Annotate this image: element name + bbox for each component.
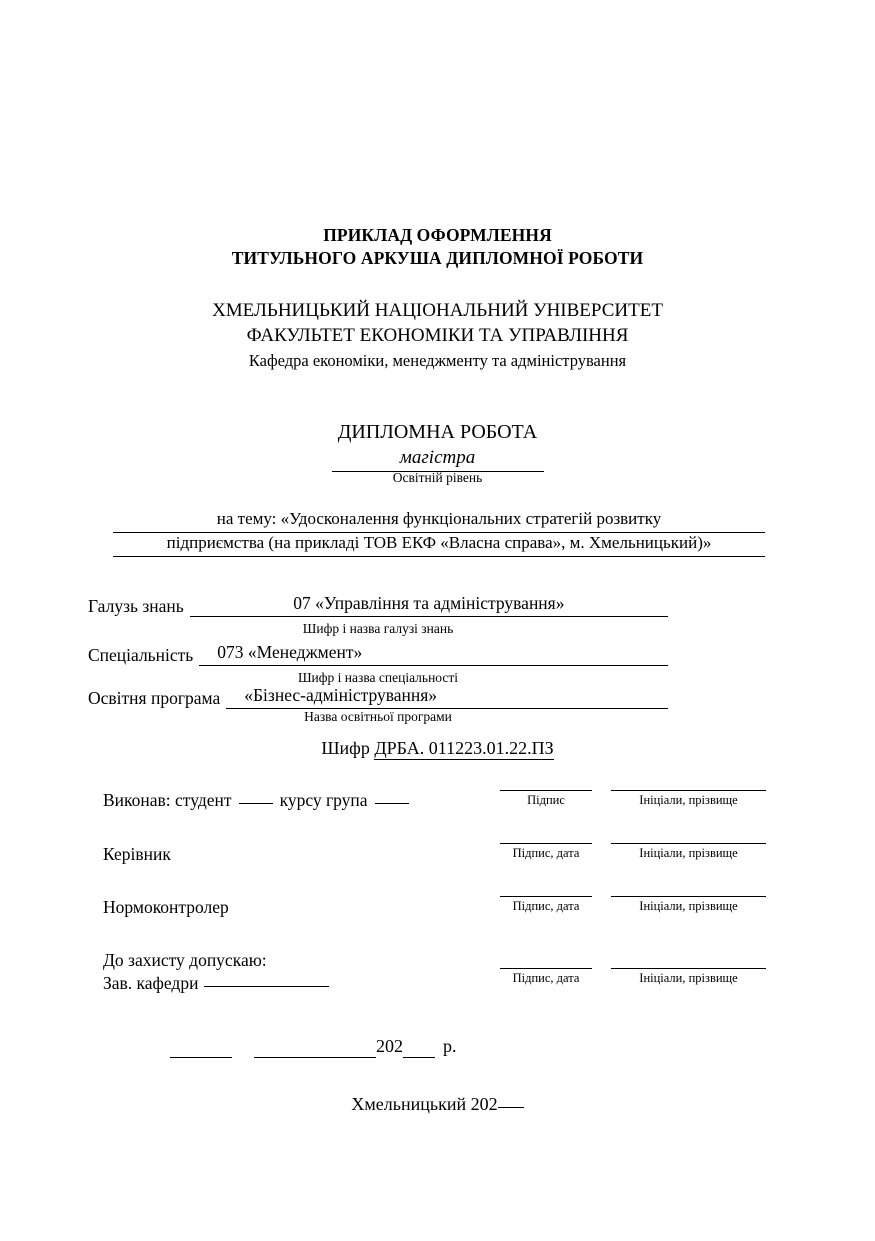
student-group-blank: [375, 803, 409, 804]
signature-slot-normcontroller-sign: [500, 896, 592, 914]
head-of-department-label: Зав. кафедри: [103, 973, 199, 993]
thesis-topic-line1: на тему: «Удосконалення функціональних стратегій розвитку: [113, 507, 765, 533]
degree-caption: Освітній рівень: [392, 470, 483, 485]
signature-caption: Ініціали, прізвище: [639, 846, 738, 860]
role-supervisor: Керівник: [103, 844, 171, 864]
admit-to-defense-text: До захисту допускаю:: [103, 950, 267, 970]
cipher-prefix: Шифр: [321, 738, 375, 758]
signature-caption: Ініціали, прізвище: [639, 793, 738, 807]
student-line-part1: Виконав: студент: [103, 790, 232, 810]
date-year-suffix: р.: [443, 1036, 457, 1056]
field-row-program: [88, 684, 668, 709]
signature-slot-student-sign: [500, 790, 592, 808]
faculty-name: ФАКУЛЬТЕТ ЕКОНОМІКИ ТА УПРАВЛІННЯ: [246, 325, 629, 346]
footer-year-blank: [498, 1107, 524, 1108]
footer-city-year: [0, 1093, 875, 1116]
field-caption-branch: Шифр і назва галузі знань: [302, 621, 454, 636]
field-caption-program: Назва освітньої програми: [304, 709, 452, 724]
signature-caption: Ініціали, прізвище: [639, 971, 738, 985]
degree-value: магістра: [332, 446, 544, 472]
cipher-code: ДРБА. 011223.01.22.ПЗ: [374, 738, 554, 758]
date-year-blank: [403, 1057, 435, 1058]
department-name: Кафедра економіки, менеджменту та адміністрування: [248, 351, 627, 370]
signature-slot-student-name: [611, 790, 766, 808]
date-day-blank: [170, 1040, 232, 1058]
head-of-department-line: [103, 972, 329, 995]
work-type-title: ДИПЛОМНА РОБОТА: [337, 421, 538, 443]
signature-slot-supervisor-name: [611, 843, 766, 861]
date-month-blank: [254, 1040, 376, 1058]
signature-caption: Ініціали, прізвище: [639, 899, 738, 913]
university-name: ХМЕЛЬНИЦЬКИЙ НАЦІОНАЛЬНИЙ УНІВЕРСИТЕТ: [212, 300, 663, 321]
role-normcontroller: Нормоконтролер: [103, 897, 229, 917]
signature-caption: Підпис, дата: [512, 899, 580, 913]
student-line-part2: курсу група: [279, 790, 368, 810]
signature-caption: Підпис, дата: [512, 971, 580, 985]
date-line: [170, 1035, 457, 1058]
page-title-line2: ТИТУЛЬНОГО АРКУША ДИПЛОМНОЇ РОБОТИ: [231, 248, 644, 268]
cipher-line: [0, 737, 875, 760]
signature-slot-head-sign: [500, 968, 592, 986]
thesis-topic-line2: підприємства (на прикладі ТОВ ЕКФ «Власна справа», м. Хмельницький)»: [113, 531, 765, 557]
field-caption-specialty: Шифр і назва спеціальності: [297, 670, 459, 685]
field-value-branch: 07 «Управління та адміністрування»: [190, 592, 668, 617]
signature-caption: Підпис: [527, 793, 565, 807]
field-value-specialty: 073 «Менеджмент»: [199, 641, 668, 666]
field-label-program: Освітня програма: [88, 688, 221, 708]
footer-city-label: Хмельницький 202: [351, 1094, 498, 1114]
field-label-branch: Галузь знань: [88, 596, 184, 616]
field-row-specialty: [88, 641, 668, 666]
signature-slot-supervisor-sign: [500, 843, 592, 861]
field-value-program: «Бізнес-адміністрування»: [226, 684, 668, 709]
signature-slot-head-name: [611, 968, 766, 986]
date-year-prefix: 202: [376, 1036, 403, 1056]
student-line: [103, 789, 409, 812]
signature-caption: Підпис, дата: [512, 846, 580, 860]
signature-slot-normcontroller-name: [611, 896, 766, 914]
page-title-line1: ПРИКЛАД ОФОРМЛЕННЯ: [323, 225, 552, 245]
student-course-blank: [239, 803, 273, 804]
field-row-branch: [88, 592, 668, 617]
head-of-department-blank: [204, 986, 329, 987]
field-label-specialty: Спеціальність: [88, 645, 194, 665]
